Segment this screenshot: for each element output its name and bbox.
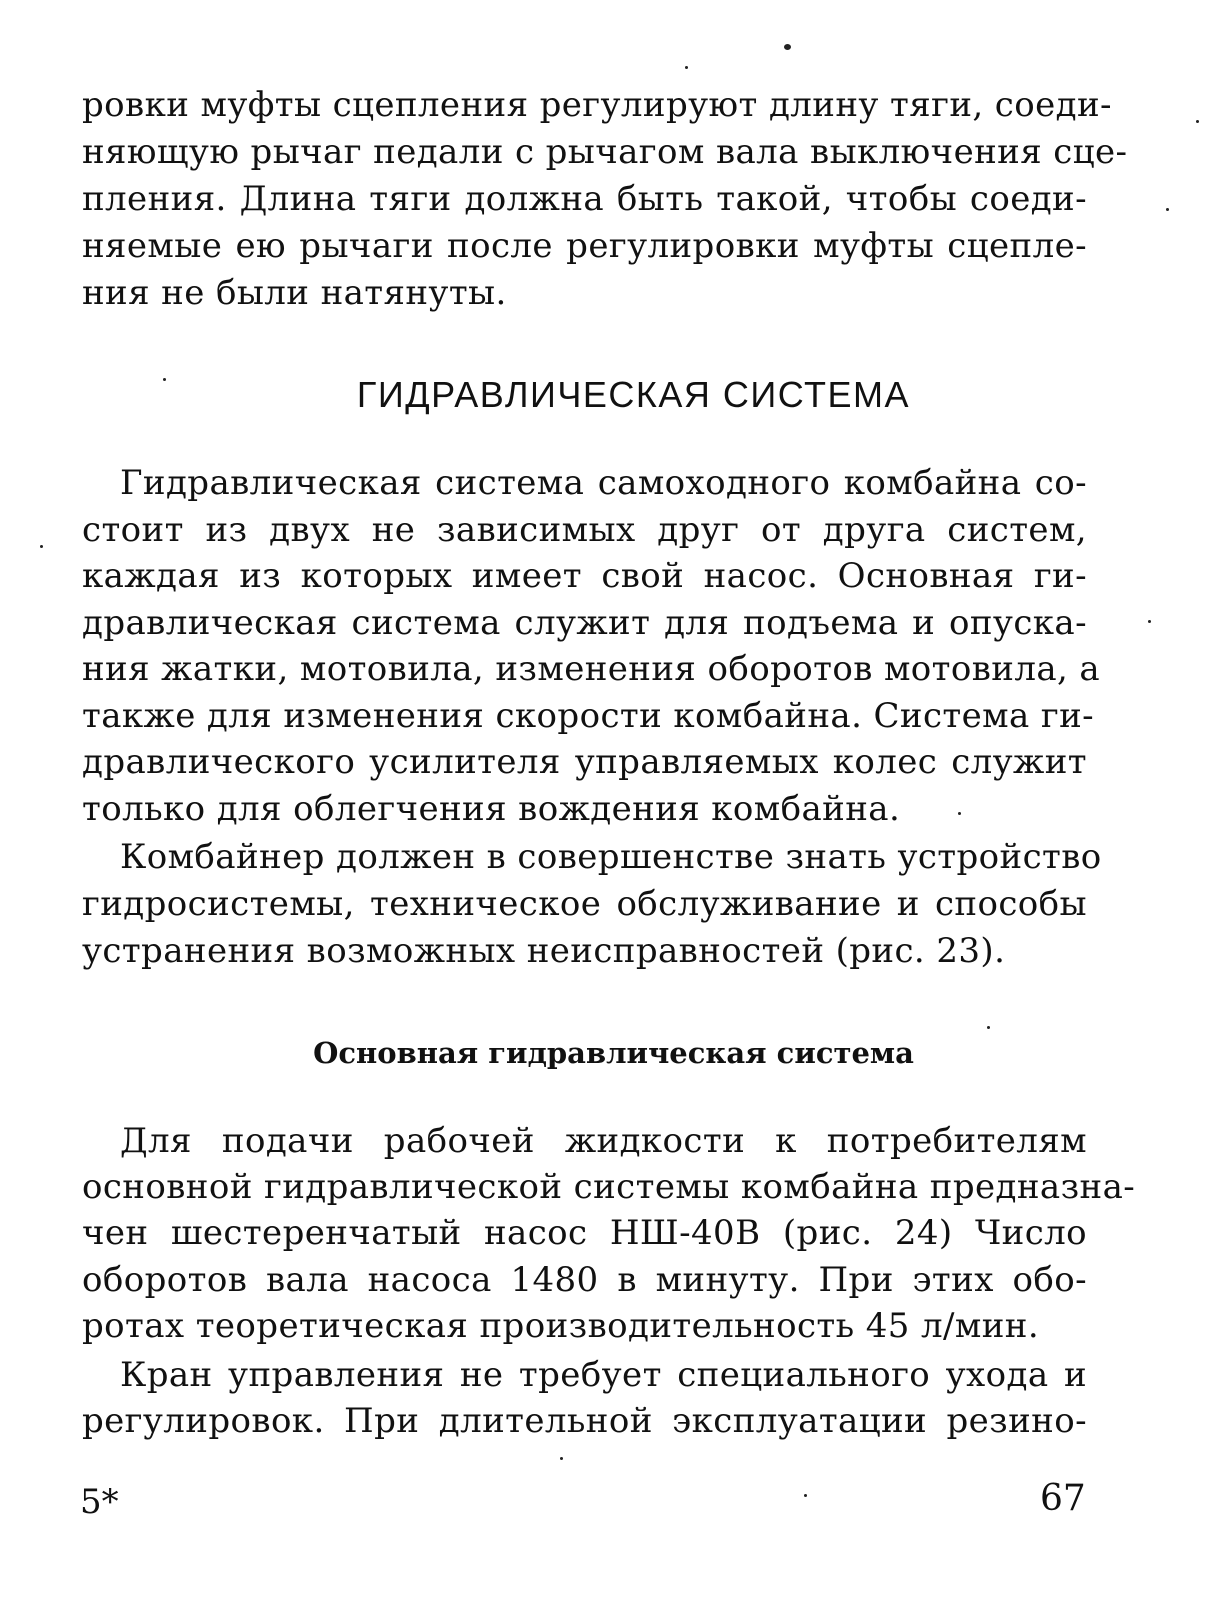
text-line: дравлическая система служит для подъема и опуска- <box>82 603 1087 643</box>
scan-speck <box>1166 208 1169 211</box>
text-line: Комбайнер должен в совершенстве знать устройство <box>120 837 1102 877</box>
text-line: ротах теоретическая производительность 45 л/мин. <box>82 1306 1040 1346</box>
text-line: ния не были натянуты. <box>82 273 507 313</box>
scan-speck <box>685 66 688 69</box>
scan-speck <box>1196 120 1199 123</box>
page-number: 67 <box>1040 1478 1086 1519</box>
text-line: каждая из которых имеет свой насос. Основная ги- <box>82 556 1087 596</box>
scan-speck <box>958 812 961 815</box>
text-line: ния жатки, мотовила, изменения оборотов мотовила, а <box>82 649 1101 689</box>
scan-speck <box>560 1457 563 1460</box>
text-line: оборотов вала насоса 1480 в минуту. При этих обо- <box>82 1260 1087 1300</box>
text-line: няющую рычаг педали с рычагом вала выключения сце- <box>82 132 1128 172</box>
scan-speck <box>1148 620 1151 623</box>
scan-speck <box>987 1026 990 1029</box>
text-line: также для изменения скорости комбайна. Система ги- <box>82 696 1095 736</box>
text-line: стоит из двух не зависимых друг от друга систем, <box>82 510 1087 550</box>
scan-speck <box>40 545 43 548</box>
text-line: Для подачи рабочей жидкости к потребителям <box>120 1121 1087 1161</box>
text-line: основной гидравлической системы комбайна предназна- <box>82 1167 1136 1207</box>
scan-speck <box>804 1494 807 1497</box>
text-line: устранения возможных неисправностей (рис. 23). <box>82 931 1006 971</box>
signature-mark: 5* <box>80 1482 119 1522</box>
subsection-title: Основная гидравлическая система <box>313 1036 914 1070</box>
text-line: чен шестеренчатый насос НШ-40В (рис. 24) Число <box>82 1213 1087 1253</box>
section-title: ГИДРАВЛИЧЕСКАЯ СИСТЕМА <box>356 374 911 415</box>
text-line: няемые ею рычаги после регулировки муфты сцепле- <box>82 226 1087 266</box>
text-line: Гидравлическая система самоходного комбайна со- <box>120 463 1087 503</box>
text-line: дравлического усилителя управляемых колес служит <box>82 742 1087 782</box>
text-line: пления. Длина тяги должна быть такой, чтобы соеди- <box>82 179 1087 219</box>
text-line: только для облегчения вождения комбайна. <box>82 789 901 829</box>
scan-speck <box>163 378 166 381</box>
text-line: ровки муфты сцепления регулируют длину тяги, соеди- <box>82 85 1112 125</box>
text-line: Кран управления не требует специального ухода и <box>120 1355 1087 1395</box>
scan-speck <box>784 44 791 50</box>
text-line: гидросистемы, техническое обслуживание и способы <box>82 884 1087 924</box>
text-line: регулировок. При длительной эксплуатации резино- <box>82 1401 1087 1441</box>
